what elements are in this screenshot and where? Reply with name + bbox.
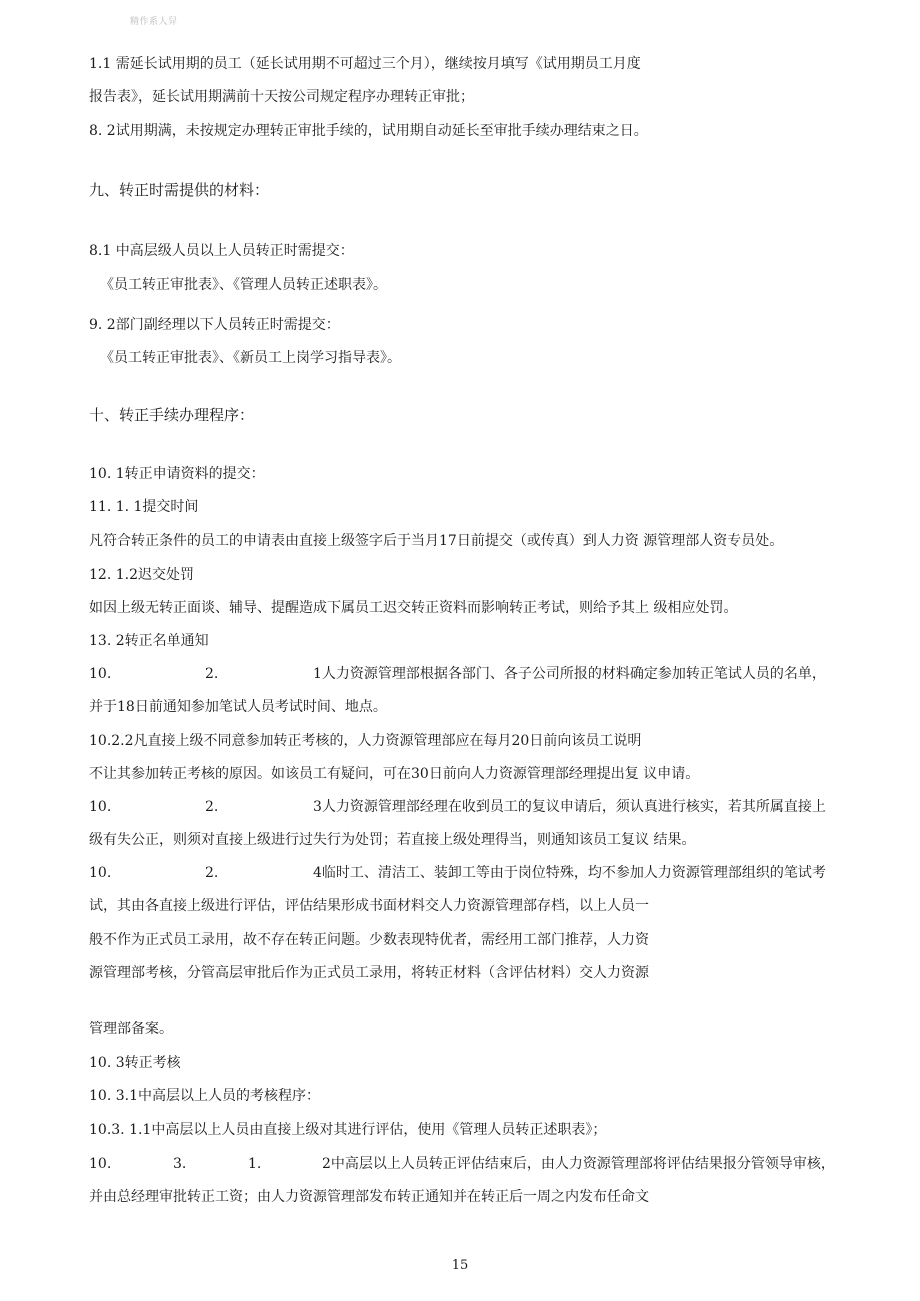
paragraph-line: 9. 2部门副经理以下人员转正时需提交： [89,317,340,333]
paragraph-line: 1.1 需延长试用期的员工（延长试用期不可超过三个月），继续按月填写《试用期员工月度 [89,56,641,72]
form-list-line: 《员工转正审批表》、《管理人员转正述职表》。 [100,277,387,293]
item-number-part: 10. [89,666,112,682]
paragraph-line: 并于18日前通知参加笔试人员考试时间、地点。 [89,699,387,715]
subsection-heading: 10. 3转正考核 [89,1055,181,1071]
paragraph-line: 试，其由各直接上级进行评估，评估结果形成书面材料交人力资源管理部存档，以上人员一 [89,898,649,914]
item-text: 3人力资源管理部经理在收到员工的复议申请后，须认真进行核实，若其所属直接上 [313,799,826,815]
subsection-heading: 13. 2转正名单通知 [89,633,209,649]
item-number-part: 10. [89,799,112,815]
paragraph-line: 凡符合转正条件的员工的申请表由直接上级签字后于当月17日前提交（或传真）到人力资 源管理部人资专员处。 [89,533,784,549]
paragraph-line: 如因上级无转正面谈、辅导、提醒造成下属员工迟交转正资料而影响转正考试，则给予其上 级相应处罚。 [89,600,738,616]
subsection-heading: 12. 1.2迟交处罚 [89,567,194,583]
section-heading-10: 十、转正手续办理程序： [89,406,255,424]
subsection-heading: 10. 1转正申请资料的提交： [89,466,265,482]
paragraph-line: 般不作为正式员工录用，故不存在转正问题。少数表现特优者，需经用工部门推荐，人力资 [89,932,649,948]
form-list-line: 《员工转正审批表》、《新员工上岗学习指导表》。 [100,350,401,366]
item-text: 1人力资源管理部根据各部门、各子公司所报的材料确定参加转正笔试人员的名单， [313,666,826,682]
paragraph-line: 8. 2试用期满，未按规定办理转正审批手续的，试用期自动延长至审批手续办理结束之日。 [89,123,648,139]
item-number-part: 3. [173,1156,187,1172]
paragraph-line: 不让其参加转正考核的原因。如该员工有疑问，可在30日前向人力资源管理部经理提出复 议申请。 [89,766,700,782]
item-number-part: 10. [89,865,112,881]
subsection-heading: 11. 1. 1提交时间 [89,499,199,515]
item-number-part: 10. [89,1156,112,1172]
item-number-part: 2. [205,666,219,682]
item-number-part: 2. [205,865,219,881]
subsection-heading: 10. 3.1中高层以上人员的考核程序： [89,1088,320,1104]
paragraph-line: 10.3. 1.1中高层以上人员由直接上级对其进行评估，使用《管理人员转正述职表》； [89,1122,607,1138]
paragraph-line: 报告表》，延长试用期满前十天按公司规定程序办理转正审批； [89,89,474,105]
watermark: 精作系人舁 [130,17,178,27]
item-text: 4临时工、清洁工、装卸工等由于岗位特殊，均不参加人力资源管理部组织的笔试考 [313,865,826,881]
paragraph-line: 10.2.2凡直接上级不同意参加转正考核的，人力资源管理部应在每月20日前向该员工说明 [89,733,642,749]
item-text: 2中高层以上人员转正评估结束后，由人力资源管理部将评估结果报分管领导审核， [322,1156,835,1172]
page-number: 15 [451,1258,469,1273]
paragraph-line: 8.1 中高层级人员以上人员转正时需提交： [89,243,354,259]
item-number-part: 1. [248,1156,262,1172]
paragraph-line: 源管理部考核，分管高层审批后作为正式员工录用，将转正材料（含评估材料）交人力资源 [89,965,649,981]
paragraph-line: 级有失公正，则须对直接上级进行过失行为处罚；若直接上级处理得当，则通知该员工复议 结果。 [89,832,696,848]
paragraph-line: 管理部备案。 [89,1021,173,1037]
item-number-part: 2. [205,799,219,815]
section-heading-9: 九、转正时需提供的材料： [89,181,270,199]
paragraph-line: 并由总经理审批转正工资；由人力资源管理部发布转正通知并在转正后一周之内发布任命文 [89,1189,649,1205]
